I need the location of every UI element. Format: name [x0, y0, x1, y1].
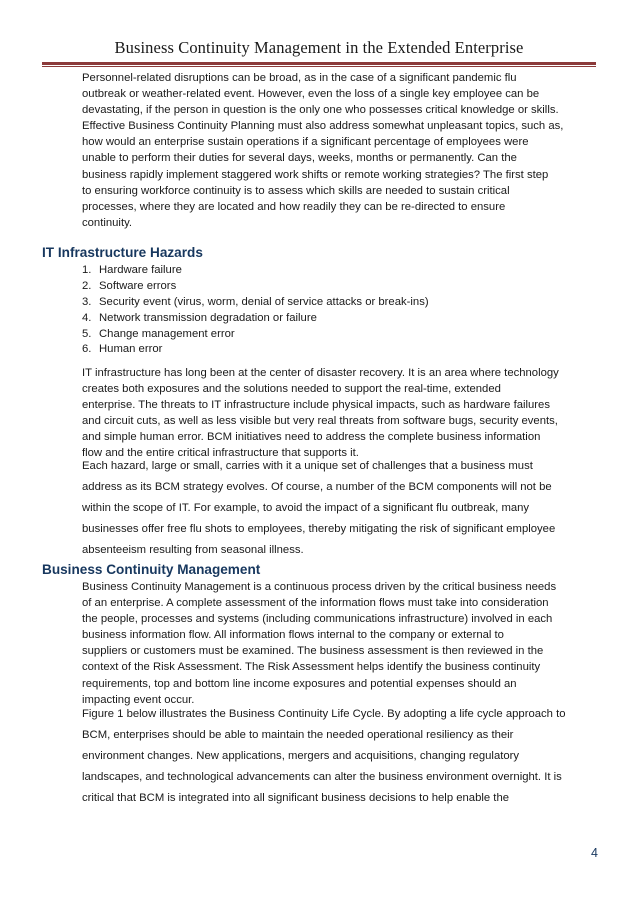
list-item — [82, 279, 429, 295]
paragraph-line: BCM, enterprises should be able to maintain the needed operational resiliency as their — [82, 728, 514, 741]
paragraph-line: landscapes, and technological advancements can alter the business environment overnight. It is — [82, 770, 562, 783]
paragraph-line: Each hazard, large or small, carries with it a unique set of challenges that a business must — [82, 460, 533, 472]
list-item-number: 2. — [82, 279, 92, 292]
paragraph-line: of an enterprise. A complete assessment of the information flows must take into consideration — [82, 597, 549, 610]
paragraph-line: IT infrastructure has long been at the center of disaster recovery. It is an area where technology — [82, 367, 559, 379]
paragraph-line: critical that BCM is integrated into all significant business decisions to help enable the — [82, 791, 510, 804]
paragraph-line: the people, processes and systems (including communications infrastructure) involved in each — [82, 613, 553, 626]
paragraph-line: suppliers or customers must be examined. The business assessment is then reviewed in the — [82, 645, 544, 658]
paragraph-line: to ensuring workforce continuity is to assess which skills are needed to sustain critical — [82, 184, 510, 197]
section-heading-it-hazards: IT Infrastructure Hazards — [42, 245, 203, 260]
list-item-text: Human error — [99, 343, 163, 356]
hazard-strategy-paragraph — [82, 456, 586, 561]
list-item-number: 1. — [82, 264, 92, 276]
list-item — [82, 263, 429, 279]
list-item-number: 6. — [82, 343, 92, 356]
paragraph-line: environment changes. New applications, mergers and acquisitions, changing regulatory — [82, 749, 520, 762]
list-item — [82, 311, 429, 327]
paragraph-line: Effective Business Continuity Planning must also address somewhat unpleasant topics, such as, — [82, 120, 564, 133]
intro-paragraph — [82, 70, 586, 231]
list-item — [82, 342, 429, 358]
paragraph-line: outbreak or weather-related event. However, even the loss of a single key employee can be — [82, 88, 540, 101]
paragraph-line: Figure 1 below illustrates the Business Continuity Life Cycle. By adopting a life cycle approach to — [82, 708, 566, 720]
paragraph-line: Personnel-related disruptions can be broad, as in the case of a significant pandemic flu — [82, 72, 517, 84]
list-item-text: Hardware failure — [99, 264, 182, 276]
paragraph-line: and circuit cuts, as well as less visible but very real threats from software bugs, security events, — [82, 415, 558, 428]
paragraph-line: requirements, top and bottom line income exposures and potential expenses should an — [82, 677, 517, 690]
paragraph-line: businesses offer free flu shots to employees, thereby mitigating the risk of significant employee — [82, 522, 556, 535]
paragraph-line: creates both exposures and the solutions needed to support the real-time, extended — [82, 383, 501, 396]
paragraph-line: how would an enterprise sustain operations if a significant percentage of employees were — [82, 136, 529, 149]
list-item-number: 5. — [82, 327, 92, 340]
it-paragraph — [82, 365, 586, 462]
paragraph-line: business information flow. All information flows internal to the company or external to — [82, 629, 504, 642]
hazard-list — [82, 263, 429, 358]
running-header: Business Continuity Management in the Extended Enterprise — [114, 38, 524, 57]
paragraph-line: business rapidly implement staggered work shifts or remote working strategies? The first step — [82, 168, 549, 181]
paragraph-line: processes, where they are located and how readily they can be re-directed to ensure — [82, 200, 506, 213]
list-item-text: Security event (virus, worm, denial of service attacks or break-ins) — [99, 295, 429, 308]
list-item — [82, 327, 429, 343]
bcm-paragraph — [82, 579, 586, 708]
paragraph-line: within the scope of IT. For example, to avoid the impact of a significant flu outbreak, many — [82, 501, 530, 514]
paragraph-line: impacting event occur. — [82, 693, 195, 706]
paragraph-line: context of the Risk Assessment. The Risk Assessment helps identify the business continuity — [82, 661, 541, 674]
paragraph-line: continuity. — [82, 216, 133, 229]
list-item-number: 4. — [82, 311, 92, 324]
paragraph-line: flow and the entire critical infrastructure that supports it. — [82, 447, 359, 460]
paragraph-line: unable to perform their duties for several days, weeks, months or permanently. Can the — [82, 152, 517, 165]
page-number: 4 — [591, 846, 598, 860]
paragraph-line: devastating, if the person in question is the only one who possesses critical knowledge or skills. — [82, 104, 559, 117]
paragraph-line: absenteeism resulting from seasonal illness. — [82, 543, 304, 556]
header-rule-thin — [42, 66, 596, 67]
paragraph-line: and simple human error. BCM initiatives need to address the complete business information — [82, 431, 541, 444]
header-rule — [42, 62, 596, 65]
list-item-text: Network transmission degradation or failure — [99, 311, 317, 324]
section-heading-bcm: Business Continuity Management — [42, 562, 261, 577]
lifecycle-paragraph — [82, 704, 586, 809]
list-item-number: 3. — [82, 295, 92, 308]
paragraph-line: Business Continuity Management is a continuous process driven by the critical business needs — [82, 581, 557, 593]
paragraph-line: enterprise. The threats to IT infrastructure include physical impacts, such as hardware failures — [82, 399, 550, 412]
list-item-text: Software errors — [99, 279, 177, 292]
paragraph-line: address as its BCM strategy evolves. Of course, a number of the BCM components will not be — [82, 480, 552, 493]
list-item-text: Change management error — [99, 327, 235, 340]
list-item — [82, 295, 429, 311]
